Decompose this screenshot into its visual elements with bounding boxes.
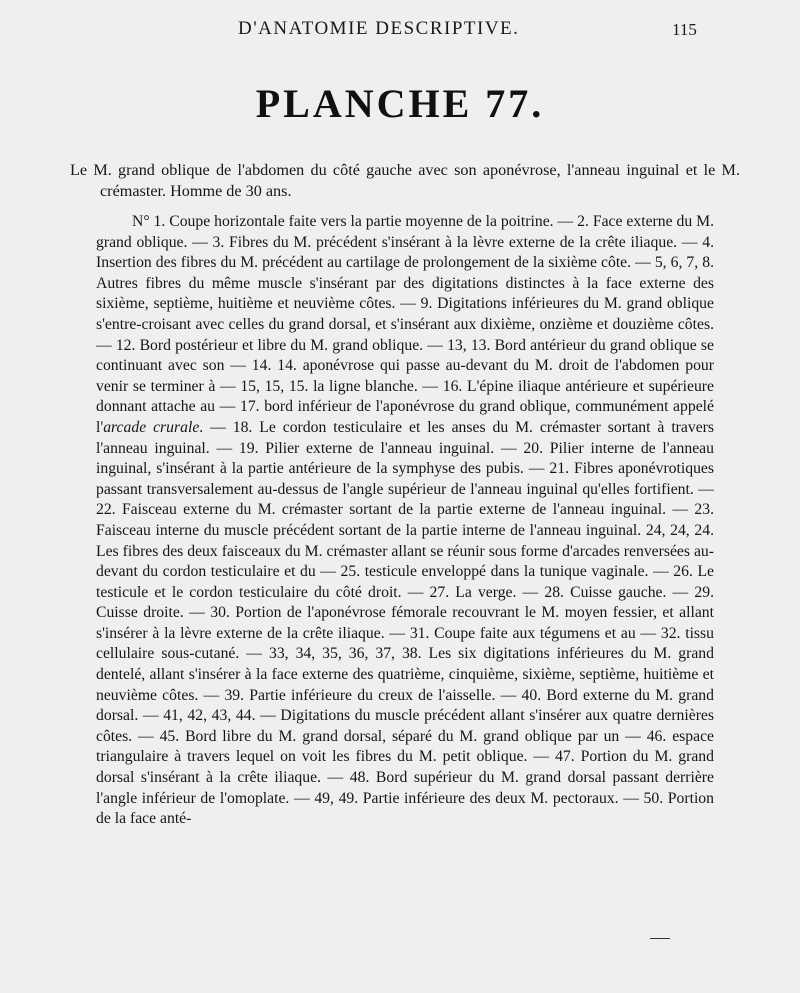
legend-body — [96, 212, 714, 830]
legend-text-part-2: . — 18. Le cordon testiculaire et les anses du M. crémaster sortant à travers l'anneau inguinal. — 19. Pilier externe de l'anneau inguinal. — 20. Pilier interne de l'anneau inguinal, s'insérant à la partie antérieure de la symphyse des pubis. — 21. Fibres aponévrotiques passant transversalement au-dessus de l'angle supérieur de l'anneau inguinal qu'elles fortifient. — 22. Faisceau externe du M. crémaster sortant de la partie externe de l'anneau inguinal. — 23. Faisceau interne du muscle précédent sortant de la partie interne de l'anneau inguinal. 24, 24, 24. Les fibres des deux faisceaux du M. crémaster allant se réunir sous forme d'arcades renversées au-devant du cordon testiculaire et du — 25. testicule enveloppé dans la tunique vaginale. — 26. Le testicule et le cordon testiculaire du côté droit. — 27. La verge. — 28. Cuisse gauche. — 29. Cuisse droite. — 30. Portion de l'aponévrose fémorale recouvrant le M. moyen fessier, et allant s'insérer à la lèvre externe de la crête iliaque. — 31. Coupe faite aux tégumens et au — 32. tissu cellulaire sous-cutané. — 33, 34, 35, 36, 37, 38. Les six digitations inférieures du M. grand dentelé, allant s'insérer à la face externe des quatrième, cinquième, sixième, septième, huitième et neuvième côtes. — 39. Partie inférieure du creux de l'aisselle. — 40. Bord externe du M. grand dorsal. — 41, 42, 43, 44. — Digitations du muscle précédent allant s'insérer aux quatre dernières côtes. — 45. Bord libre du M. grand dorsal, séparé du M. grand oblique par un — 46. espace triangulaire à travers lequel on voit les fibres du M. petit oblique. — 47. Portion du M. grand dorsal s'insérant à la crête iliaque. — 48. Bord supérieur du M. grand dorsal passant derrière l'angle inférieur de l'omoplate. — 49, 49. Partie inférieure des deux M. pectoraux. — 50. Portion de la face anté- — [96, 418, 714, 828]
plate-title: PLANCHE 77. — [255, 81, 545, 126]
legend-italic-term: arcade crurale — [103, 418, 200, 436]
running-title: D'ANATOMIE DESCRIPTIVE. — [238, 18, 520, 39]
page-header — [0, 14, 800, 44]
page-end-mark — [650, 938, 670, 939]
plate-description: Le M. grand oblique de l'abdomen du côté gauche avec son aponévrose, l'anneau inguinal et le M. crémaster. Homme de 30 ans. — [70, 161, 740, 200]
page-number: 115 — [672, 20, 697, 39]
legend-text-part-1: N° 1. Coupe horizontale faite vers la partie moyenne de la poitrine. — 2. Face externe du M. grand oblique. — 3. Fibres du M. précédent s'insérant à la lèvre externe de la crête iliaque. — 4. Insertion des fibres du M. précédent au cartilage de prolongement de la sixième côte. — 5, 6, 7, 8. Autres fibres du même muscle s'insérant par des digitations distinctes à la face externe des sixième, septième, huitième et neuvième côtes. — 9. Digitations inférieures du M. grand oblique s'entre-croisant avec celles du grand dorsal, et s'insérant aux dixième, onzième et douzième côtes. — 12. Bord postérieur et libre du M. grand oblique. — 13, 13. Bord antérieur du grand oblique se continuant avec son — 14. 14. aponévrose qui passe au-devant du M. droit de l'abdomen pour venir se terminer à — 15, 15, 15. la ligne blanche. — 16. L'épine iliaque antérieure et supérieure donnant attache au — 17. bord inférieur de l'aponévrose du grand oblique, communément appelé l' — [96, 213, 714, 436]
